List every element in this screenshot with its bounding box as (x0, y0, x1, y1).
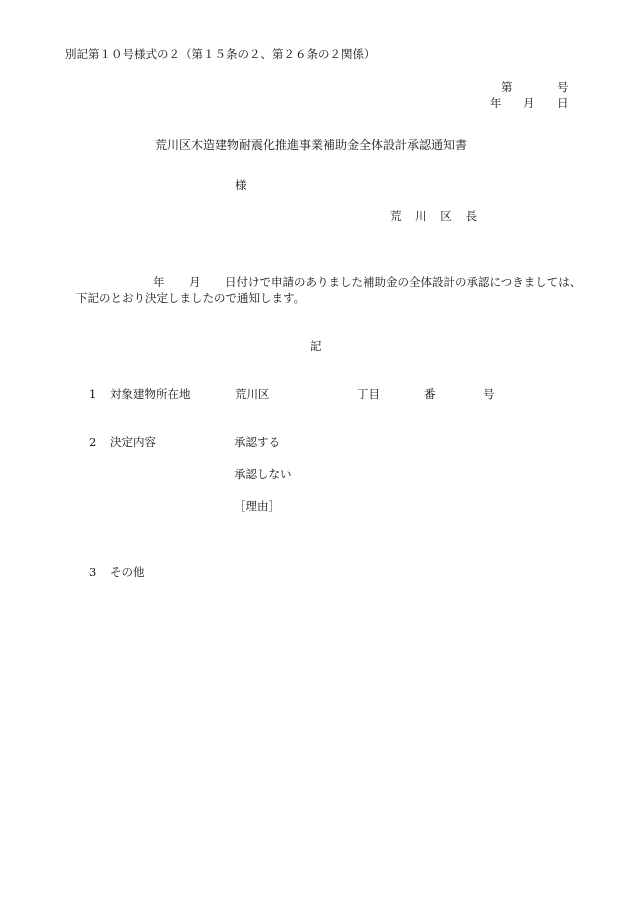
item3-label: その他 (110, 565, 145, 579)
issue-date-month: 月 (523, 96, 535, 110)
item3-number: 3 (89, 565, 97, 579)
document-number-label: 第 (501, 80, 513, 94)
issue-date-day: 日 (557, 96, 569, 110)
form-reference: 別記第１０号様式の２（第１５条の２、第２６条の２関係） (65, 47, 376, 61)
ki-heading: 記 (310, 339, 322, 353)
option-reject: 承認しない (234, 467, 292, 481)
item2-label: 決定内容 (110, 435, 156, 449)
body-year: 年 (153, 275, 165, 289)
item2-number: 2 (89, 435, 97, 449)
item1-go: 号 (483, 387, 495, 401)
body-first-line-text: 日付けで申請のありました補助金の全体設計の承認につきましては、 (225, 275, 582, 289)
item1-label: 対象建物所在地 (110, 387, 191, 401)
item1-chome: 丁目 (357, 387, 380, 401)
body-month: 月 (189, 275, 201, 289)
document-number-unit: 号 (557, 80, 569, 94)
option-approve: 承認する (234, 435, 280, 449)
sender-name: 荒 川 区 長 (390, 209, 482, 223)
body-second-line: 下記のとおり決定しましたので通知します。 (76, 291, 306, 305)
issue-date-year: 年 (490, 96, 502, 110)
item1-ban: 番 (424, 387, 436, 401)
item1-ward: 荒川区 (235, 387, 270, 401)
document-title: 荒川区木造建物耐震化推進事業補助金全体設計承認通知書 (155, 138, 468, 152)
addressee-suffix: 様 (235, 178, 247, 192)
reason-label: ［理由］ (234, 499, 280, 513)
item1-number: 1 (89, 387, 97, 401)
